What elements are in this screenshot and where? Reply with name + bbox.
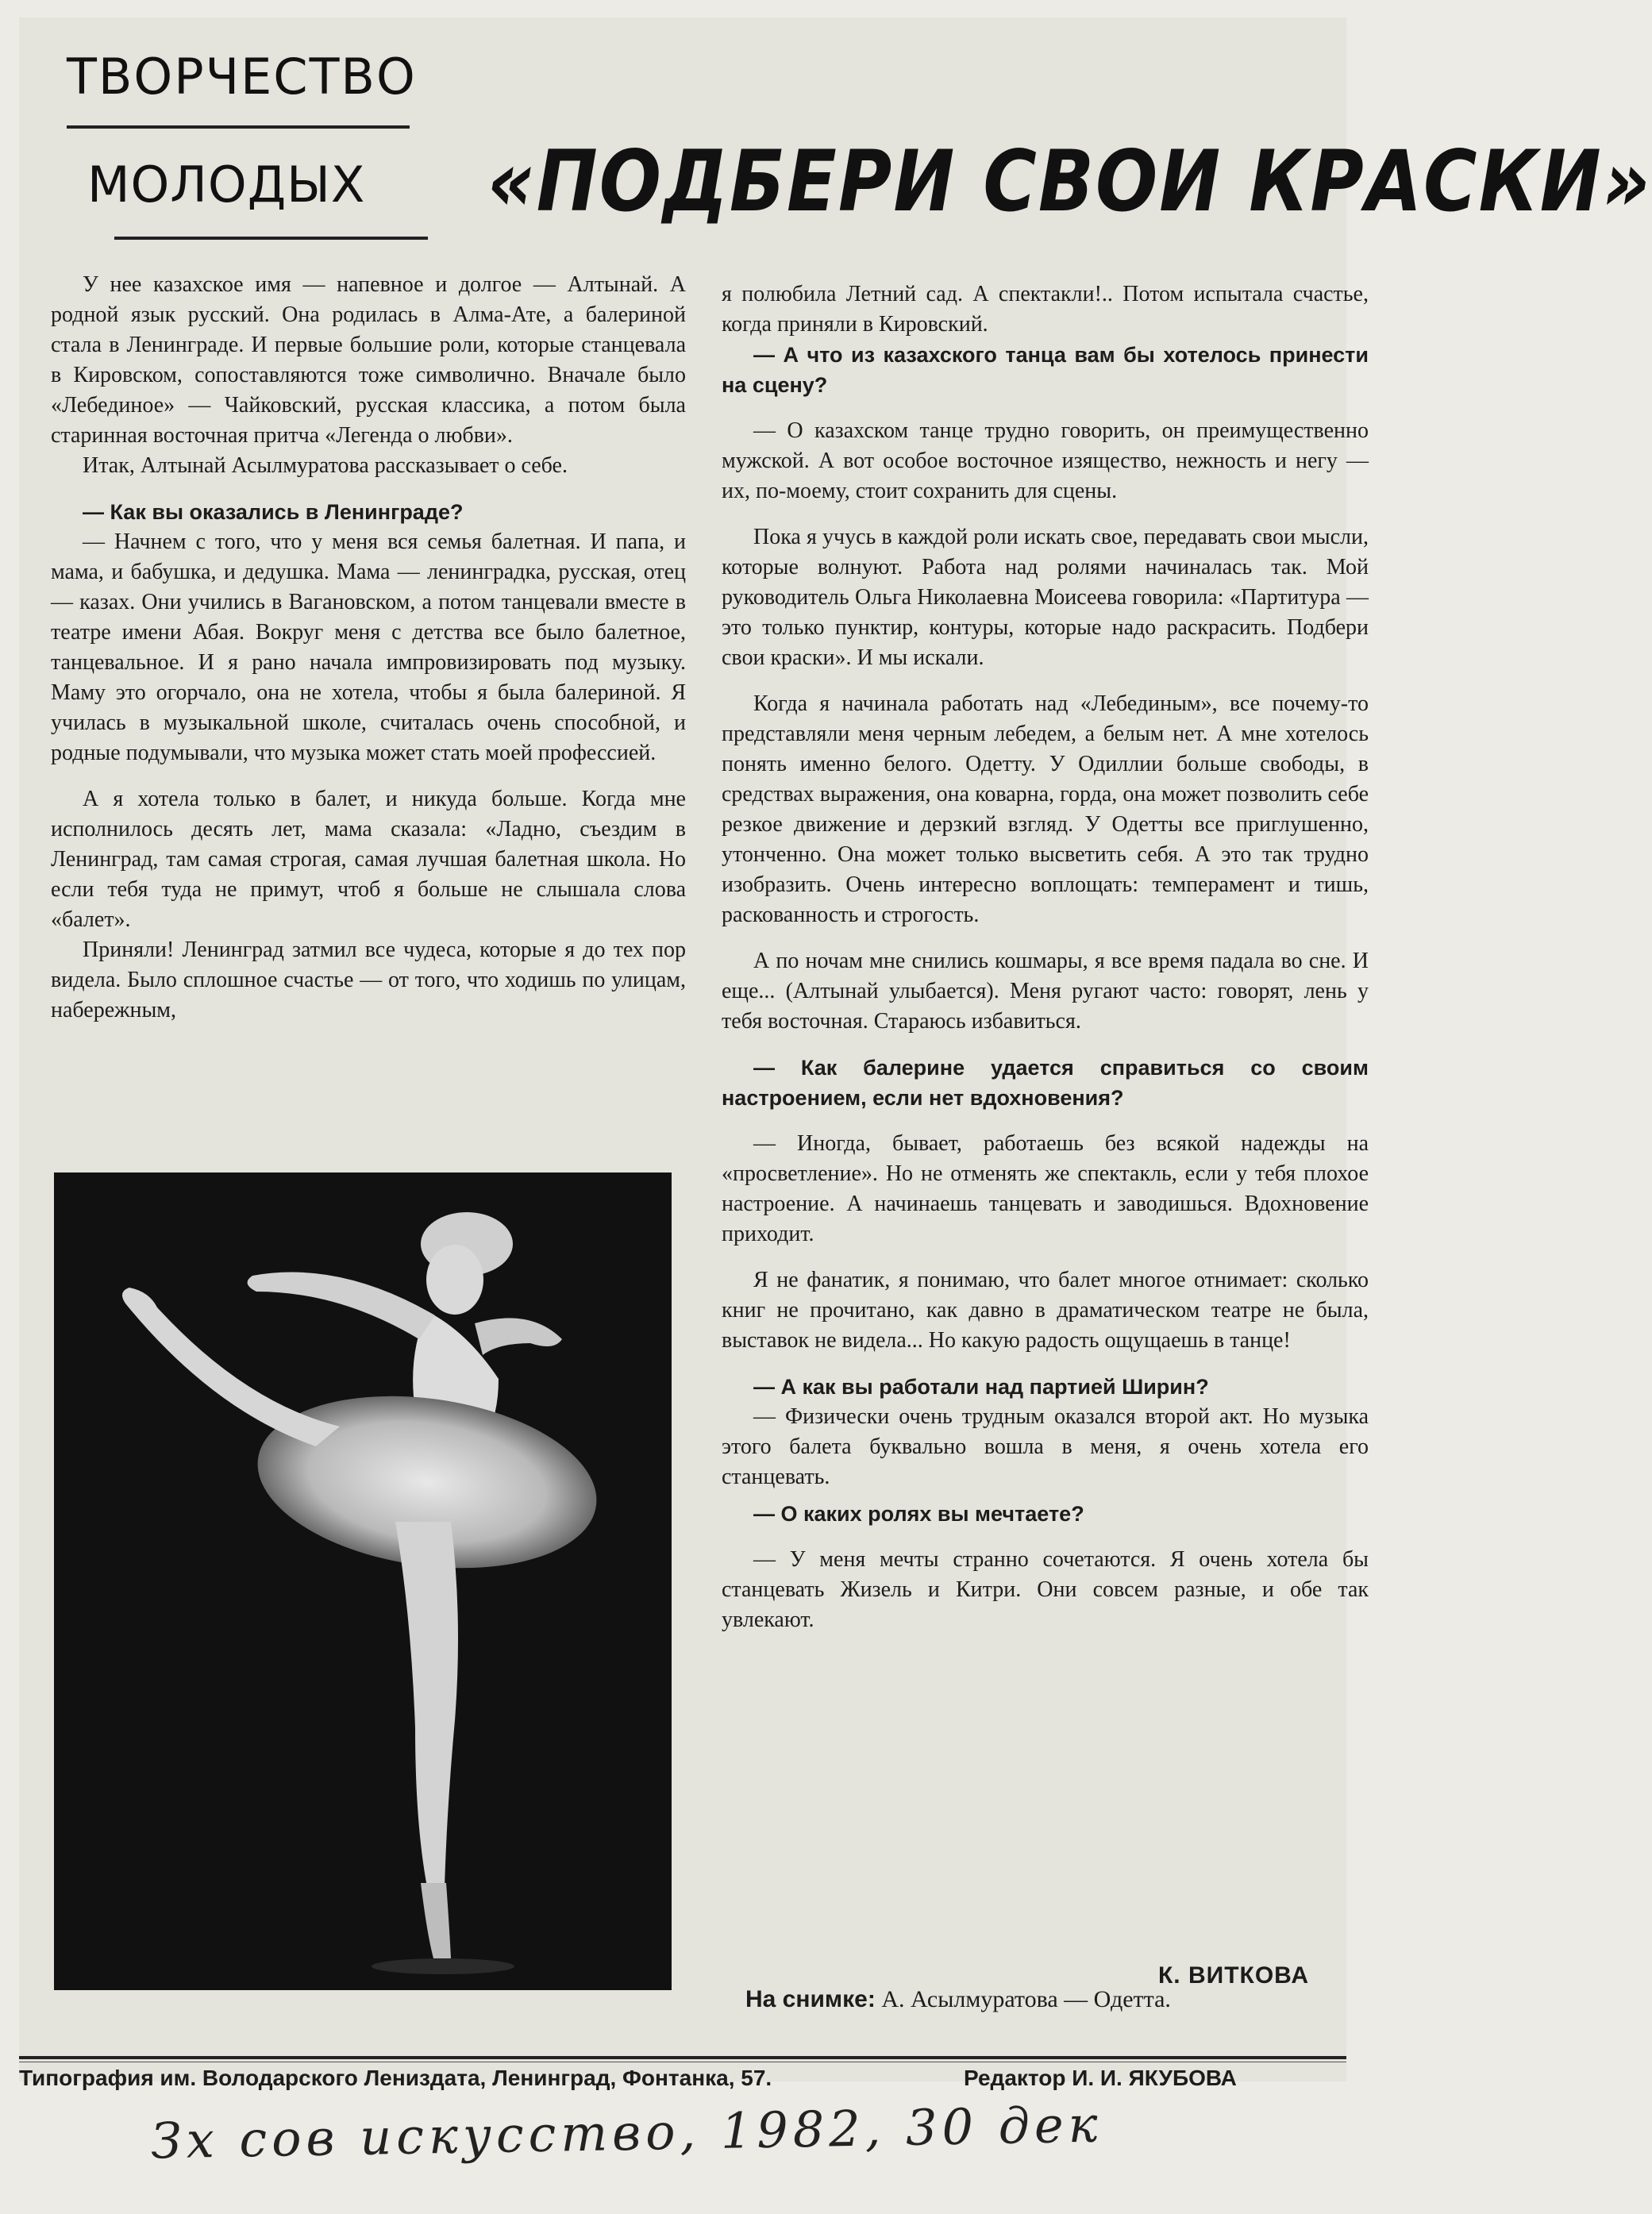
answer-paragraph: Я не фанатик, я понимаю, что балет многое отнимает: сколько книг не прочитано, как давно в драматическом театре не была, выставок не видела... Но какую радость ощущаешь в танце! — [722, 1268, 1369, 1353]
intro-paragraph: Итак, Алтынай Асылмуратова рассказывает о себе. — [83, 453, 568, 478]
author-signature: К. ВИТКОВА — [1158, 1962, 1310, 1989]
rubric-divider — [67, 125, 410, 129]
newspaper-clipping — [19, 17, 1652, 2090]
article-headline: «ПОДБЕРИ СВОИ КРАСКИ» — [487, 133, 1652, 231]
handwritten-note: Зх сов искусство, 1982, 30 дек — [150, 2095, 1103, 2170]
answer-paragraph: А я хотела только в балет, и никуда больше. Когда мне исполнилось десять лет, мама сказала: «Ладно, съездим в Ленинград, там самая строгая, самая лучшая балетная школа. Но если тебя туда не примут, чтоб я больше не слышала слова «балет». — [51, 787, 686, 932]
answer-paragraph: — Иногда, бывает, работаешь без всякой надежды на «просветление». Но не отменять же спектакль, если у тебя плохое настроение. А начинаешь танцевать и заводишься. Вдохновение приходит. — [722, 1131, 1369, 1246]
interview-question: — Как балерине удается справиться со своим настроением, если нет вдохновения? — [722, 1056, 1369, 1110]
right-column — [722, 279, 1369, 1635]
rubric-underline — [114, 237, 428, 240]
interview-question: — А как вы работали над партией Ширин? — [753, 1375, 1209, 1399]
answer-paragraph: — О казахском танце трудно говорить, он преимущественно мужской. А вот особое восточное изящество, нежность и негу — их, по-моему, стоит сохранить для сцены. — [722, 418, 1369, 503]
continued-paragraph: я полюбила Летний сад. А спектакли!.. Потом испытала счастье, когда приняли в Кировский. — [722, 282, 1369, 337]
answer-paragraph: Когда я начинала работать над «Лебединым», все почему-то представляли меня черным лебедем, а белым нет. А мне хотелось понять именно белого. Одетту. У Одиллии больше свободы, в средствах выражения, она коварна, горда, она может позволить себе резкое движение и дерзкий взгляд. У Одетты все приглушенно, утонченно. Она может только высветить себя. А это так трудно изобразить. Очень интересно воплощать: темперамент и тишь, раскованность и строгость. — [722, 691, 1369, 927]
answer-paragraph: — Физически очень трудным оказался второй акт. Но музыка этого балета буквально вошла в меня, я очень хотела его станцевать. — [722, 1404, 1369, 1489]
answer-paragraph: Пока я учусь в каждой роли искать свое, передавать свои мысли, которые волнуют. Работа над ролями начиналась так. Мой руководитель Ольга Николаевна Моисеева говорила: «Партитура — это только пунктир, контуры, которые надо раскрасить. Подбери свои краски». И мы искали. — [722, 525, 1369, 670]
caption-text: А. Асылмуратова — Одетта. — [881, 1986, 1171, 2012]
answer-paragraph: А по ночам мне снились кошмары, я все время падала во сне. И еще... (Алтынай улыбается). Меня ругают часто: говорят, лень у тебя восточная. Стараюсь избавиться. — [722, 949, 1369, 1034]
ballerina-figure-icon — [54, 1172, 672, 1990]
section-rubric — [51, 37, 417, 241]
ballerina-photo — [54, 1172, 672, 1990]
caption-label: На снимке: — [745, 1986, 876, 2012]
interview-question: — О каких ролях вы мечтаете? — [753, 1502, 1084, 1526]
rubric-line-1: ТВОРЧЕСТВО — [67, 48, 417, 106]
editor-credit: Редактор И. И. ЯКУБОВА — [964, 2066, 1237, 2090]
footer-rule — [19, 2056, 1346, 2059]
answer-paragraph: — Начнем с того, что у меня вся семья балетная. И папа, и мама, и бабушка, и дедушка. Мама — ленинградка, русская, отец — казах. Они учились в Вагановском, а потом танцевали вместе в театре имени Абая. Вокруг меня с детства все было балетное, танцевальное. И я рано начала импровизировать под музыку. Маму это огорчало, она не хотела, чтобы я была балериной. Я училась в музыкальной школе, считалась очень способной, и родные подумывали, что музыка может стать моей профессией. — [51, 529, 686, 765]
imprint-line — [19, 2066, 1237, 2091]
imprint-text: Типография им. Володарского Лениздата, Ленинград, Фонтанка, 57. — [19, 2066, 772, 2090]
answer-paragraph: — У меня мечты странно сочетаются. Я очень хотела бы станцевать Жизель и Китри. Они совсем разные, и обе так увлекают. — [722, 1547, 1369, 1632]
answer-paragraph: Приняли! Ленинград затмил все чудеса, которые я до тех пор видела. Было сплошное счастье — от того, что ходишь по улицам, набережным, — [51, 938, 686, 1022]
photo-caption — [745, 1986, 1171, 2013]
interview-question: — Как вы оказались в Ленинграде? — [83, 500, 464, 524]
interview-question: — А что из казахского танца вам бы хотелось принести на сцену? — [722, 343, 1369, 397]
left-column — [51, 270, 686, 1026]
intro-paragraph: У нее казахское имя — напевное и долгое — Алтынай. А родной язык русский. Она родилась в Алма-Ате, а балериной стала в Ленинграде. И первые большие роли, которые станцевала в Кировском, сопоставляются тоже символично. Вначале было «Лебединое» — Чайковский, русская классика, а потом была старинная восточная притча «Легенда о любви». — [51, 272, 686, 448]
rubric-line-2: МОЛОДЫХ — [87, 156, 366, 214]
